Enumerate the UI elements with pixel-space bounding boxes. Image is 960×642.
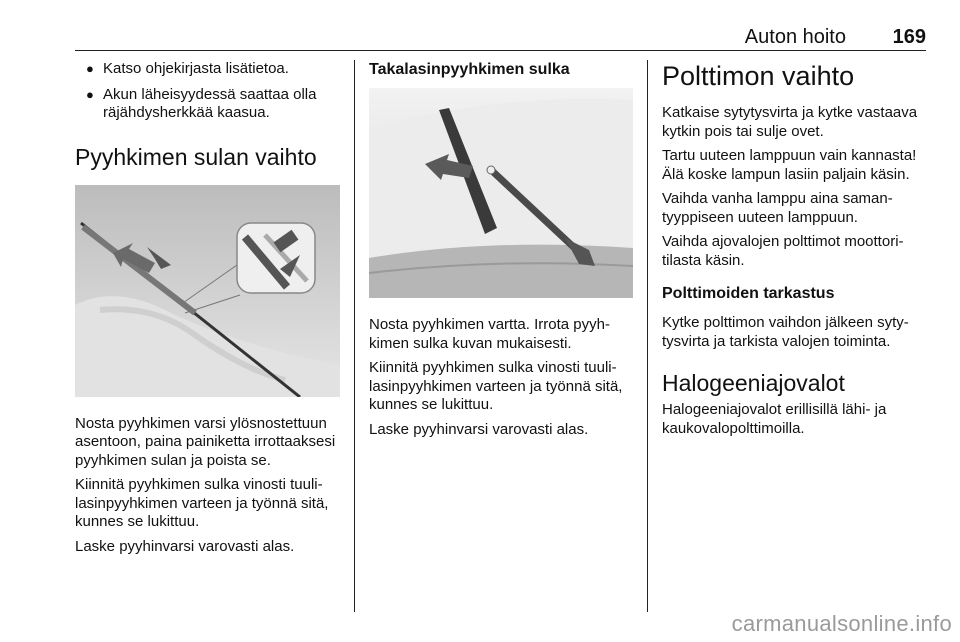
- header-divider: [75, 50, 926, 51]
- section-heading: Halogeeniajovalot: [662, 370, 845, 396]
- paragraph: Halogeeniajovalot erillisillä lähi- ja kaukovalopolttimoilla.: [662, 401, 887, 437]
- rear-wiper-figure: [369, 88, 633, 298]
- subsection-heading: Takalasinpyyhkimen sulka: [369, 61, 570, 78]
- paragraph: Laske pyyhinvarsi varovasti alas.: [369, 420, 589, 438]
- bullet-icon: ●: [86, 61, 94, 76]
- paragraph: Katkaise sytytysvirta ja kytke vastaava kytkin pois tai sulje ovet.: [662, 104, 918, 140]
- page-number: 169: [892, 26, 926, 48]
- column-1: [75, 60, 340, 562]
- column-2: [369, 60, 633, 445]
- bullet-item: ● Akun läheisyydessä saattaa olla räjähdysherkkää kaasua.: [86, 85, 317, 121]
- paragraph: Kytke polttimon vaihdon jälkeen sytytysvirta ja tarkista valojen toiminta.: [662, 314, 909, 350]
- section-heading: Pyyhkimen sulan vaihto: [75, 143, 317, 170]
- column-3: [662, 60, 926, 444]
- bullet-item: ● Katso ohjekirjasta lisätietoa.: [86, 60, 289, 77]
- paragraph: Kiinnitä pyyhkimen sulka vinosti tuulilasinpyyhkimen varteen ja työnnä sitä, kunnes se lukittuu.: [369, 359, 623, 413]
- watermark: carmanualsonline.info: [731, 611, 952, 636]
- paragraph: Nosta pyyhkimen vartta. Irrota pyyhkimen sulka kuvan mukaisesti.: [369, 316, 610, 352]
- paragraph: Kiinnitä pyyhkimen sulka vinosti tuulilasinpyyhkimen varteen ja työnnä sitä, kunnes se lukittuu.: [75, 476, 329, 530]
- paragraph: Laske pyyhinvarsi varovasti alas.: [75, 537, 295, 555]
- subsection-heading: Polttimoiden tarkastus: [662, 285, 835, 302]
- section-title: Auton hoito: [744, 26, 846, 48]
- page-header: [75, 26, 926, 48]
- column-divider-2: [647, 60, 648, 612]
- paragraph: Vaihda ajovalojen polttimot moottoritilasta käsin.: [662, 233, 904, 269]
- wiper-blade-figure: [75, 185, 340, 397]
- paragraph: Vaihda vanha lamppu aina samantyyppiseen uuteen lamppuun.: [662, 190, 893, 226]
- front-wiper-illustration: [75, 185, 340, 397]
- paragraph: Nosta pyyhkimen varsi ylösnostettuun asentoon, paina painiketta irrottaaksesi pyyhkimen sulan ja poista se.: [75, 414, 336, 469]
- column-divider-1: [354, 60, 355, 612]
- rear-wiper-illustration: [369, 88, 633, 298]
- section-heading: Polttimon vaihto: [662, 61, 855, 91]
- bullet-icon: ●: [86, 86, 94, 102]
- bullet-list: [75, 60, 340, 123]
- paragraph: Tartu uuteen lamppuun vain kannasta! Älä koske lampun lasiin paljain käsin.: [662, 147, 917, 183]
